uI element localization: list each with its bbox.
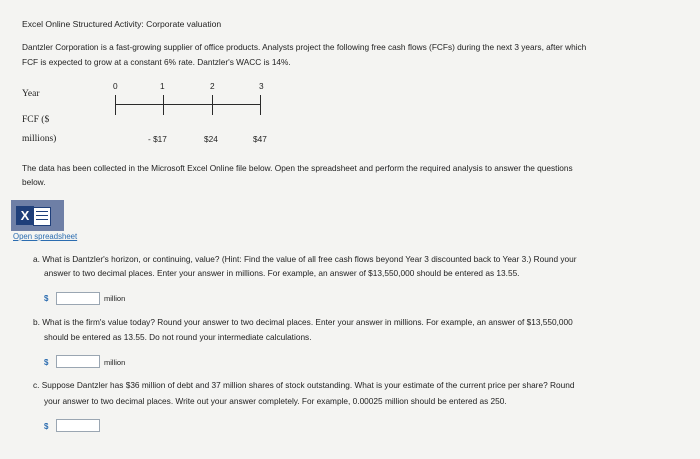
open-spreadsheet-link[interactable]: Open spreadsheet [13, 232, 78, 241]
question-c-dollar: $ [44, 422, 49, 431]
tick-3 [260, 95, 261, 115]
question-b-line-1: b. What is the firm's value today? Round your answer to two decimal places. Enter your answer in millions. For example, an answer of $13,550,000 [33, 317, 573, 327]
page-title: Excel Online Structured Activity: Corporate valuation [22, 19, 222, 29]
question-a-dollar: $ [44, 294, 49, 303]
tick-0 [115, 95, 116, 115]
year-2: 2 [210, 81, 215, 91]
answer-c-input[interactable] [56, 419, 100, 432]
excel-x-icon: X [16, 206, 34, 225]
answer-a-input[interactable] [56, 292, 100, 305]
spreadsheet-grid-icon [33, 207, 51, 226]
timeline-axis [115, 104, 261, 105]
year-1: 1 [160, 81, 165, 91]
excel-icon[interactable] [11, 200, 64, 231]
question-c-line-1: c. Suppose Dantzler has $36 million of debt and 37 million shares of stock outstanding. What is your estimate of the current price per share? Round [33, 380, 575, 390]
tick-2 [212, 95, 213, 115]
fcf-year-1: - $17 [148, 134, 167, 144]
year-0: 0 [113, 81, 118, 91]
tick-1 [163, 95, 164, 115]
intro-line-2: FCF is expected to grow at a constant 6% rate. Dantzler's WACC is 14%. [22, 57, 291, 67]
question-a-line-2: answer to two decimal places. Enter your answer in millions. For example, an answer of $13,550,000 should be entered as 13.55. [44, 268, 520, 278]
question-a-line-1: a. What is Dantzler's horizon, or continuing, value? (Hint: Find the value of all free cash flows beyond Year 3 discounted back to Year 3.) Round your [33, 254, 577, 264]
answer-b-input[interactable] [56, 355, 100, 368]
note-line-1: The data has been collected in the Microsoft Excel Online file below. Open the spreadsheet and perform the required analysis to answer the questions [22, 163, 573, 173]
year-label: Year [22, 89, 40, 99]
question-a-unit: million [104, 294, 126, 303]
question-c-line-2: your answer to two decimal places. Write out your answer completely. For example, 0.00025 million should be entered as 250. [44, 396, 507, 406]
fcf-year-2: $24 [204, 134, 218, 144]
fcf-year-3: $47 [253, 134, 267, 144]
note-line-2: below. [22, 177, 46, 187]
fcf-label-line-2: millions) [22, 134, 57, 144]
question-b-dollar: $ [44, 358, 49, 367]
intro-line-1: Dantzler Corporation is a fast-growing supplier of office products. Analysts project the following free cash flows (FCFs) during the next 3 years, after which [22, 42, 587, 52]
question-b-line-2: should be entered as 13.55. Do not round your intermediate calculations. [44, 332, 312, 342]
year-3: 3 [259, 81, 264, 91]
question-b-unit: million [104, 358, 126, 367]
fcf-label-line-1: FCF ($ [22, 115, 50, 125]
